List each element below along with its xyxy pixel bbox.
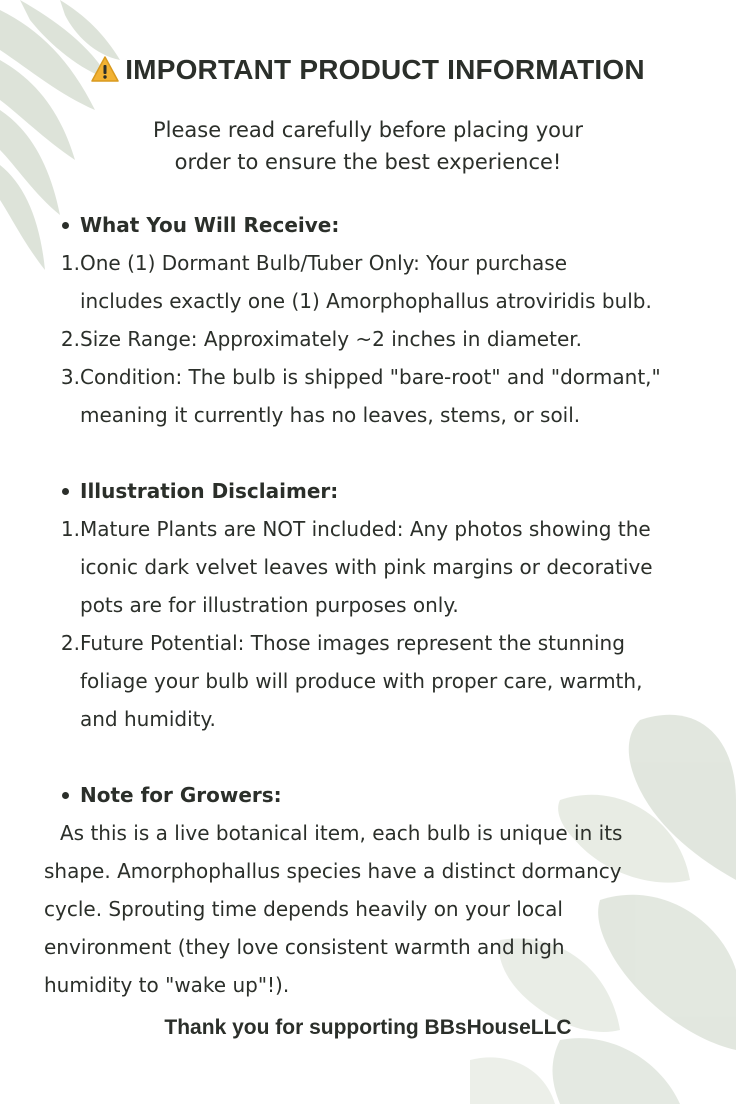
list-item-line: iconic dark velvet leaves with pink margins or decorative bbox=[80, 555, 653, 579]
list-item-line: pots are for illustration purposes only. bbox=[80, 593, 459, 617]
list-item bbox=[60, 320, 710, 358]
note-line: As this is a live botanical item, each bulb is unique in its bbox=[60, 821, 623, 845]
list-number: 1. bbox=[60, 517, 80, 541]
list-item-line: Size Range: Approximately ~2 inches in diameter. bbox=[80, 327, 583, 351]
list-number: 1. bbox=[60, 251, 80, 275]
warning-icon bbox=[91, 56, 119, 82]
list-item bbox=[60, 244, 710, 320]
list-item-line: includes exactly one (1) Amorphophallus atroviridis bulb. bbox=[80, 289, 652, 313]
thank-you-footer: Thank you for supporting BBsHouseLLC bbox=[164, 1016, 572, 1039]
list-number: 3. bbox=[60, 365, 80, 389]
list-item-line: foliage your bulb will produce with proper care, warmth, bbox=[80, 669, 643, 693]
subtitle-line-1: Please read carefully before placing your bbox=[153, 118, 583, 142]
list-item-line: meaning it currently has no leaves, stems, or soil. bbox=[80, 403, 581, 427]
note-line: cycle. Sprouting time depends heavily on your local bbox=[44, 897, 563, 921]
note-line: shape. Amorphophallus species have a distinct dormancy bbox=[44, 859, 622, 883]
list-item bbox=[60, 510, 710, 624]
section-heading-disclaimer: Illustration Disclaimer: bbox=[80, 472, 338, 510]
list-number: 2. bbox=[60, 631, 80, 655]
list-item bbox=[60, 624, 710, 738]
list-item-line: Condition: The bulb is shipped "bare-root" and "dormant," bbox=[80, 365, 661, 389]
list-item bbox=[60, 358, 710, 434]
list-item-line: Future Potential: Those images represent the stunning bbox=[80, 631, 625, 655]
note-line: environment (they love consistent warmth and high bbox=[44, 935, 565, 959]
title-text: IMPORTANT PRODUCT INFORMATION bbox=[125, 54, 645, 85]
note-line: humidity to "wake up"!). bbox=[44, 973, 290, 997]
list-number: 2. bbox=[60, 327, 80, 351]
list-item-line: Mature Plants are NOT included: Any photos showing the bbox=[80, 517, 651, 541]
page-title bbox=[0, 54, 736, 86]
section-heading-receive: What You Will Receive: bbox=[80, 206, 339, 244]
list-item-line: One (1) Dormant Bulb/Tuber Only: Your purchase bbox=[80, 251, 568, 275]
list-item-line: and humidity. bbox=[80, 707, 216, 731]
subtitle bbox=[0, 114, 736, 178]
subtitle-line-2: order to ensure the best experience! bbox=[174, 150, 562, 174]
section-heading-growers: Note for Growers: bbox=[80, 776, 282, 814]
